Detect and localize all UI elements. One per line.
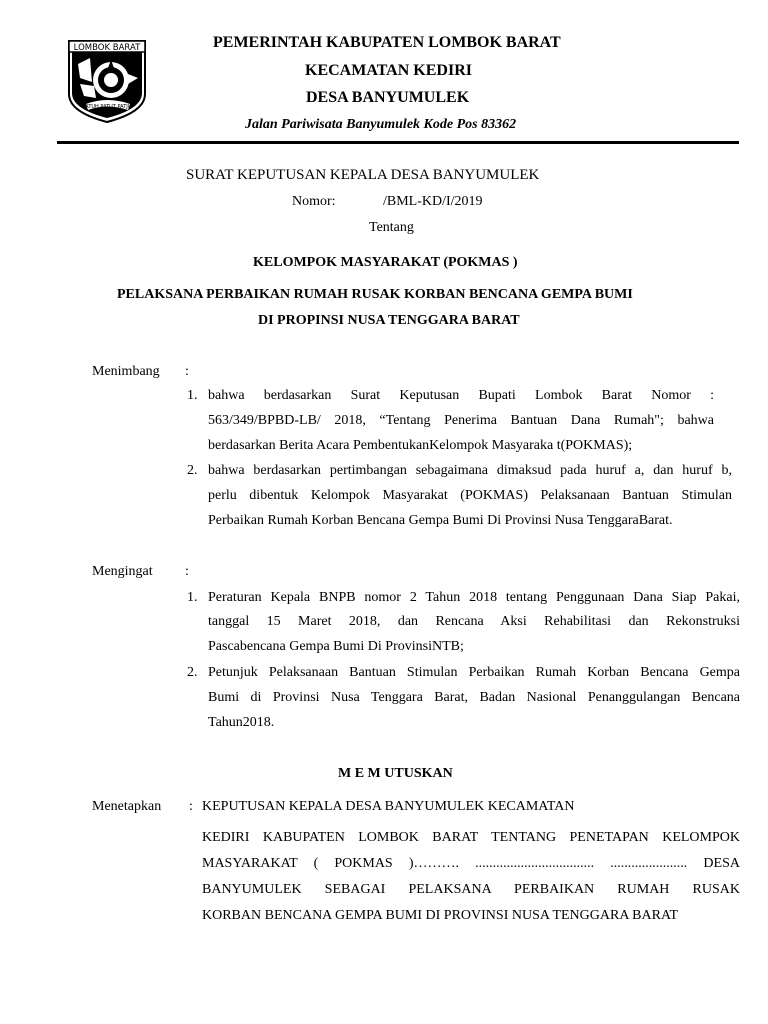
menetapkan-line4: KORBAN BENCANA GEMPA BUMI DI PROVINSI NUSA TENGGARA BARAT xyxy=(202,908,679,923)
mengingat-item1-line1: Peraturan Kepala BNPB nomor 2 Tahun 2018 tentang Penggunaan Dana Siap Pakai, xyxy=(208,590,740,605)
menimbang-item2-line1: bahwa berdasarkan pertimbangan sebagaimana dimaksud pada huruf a, dan huruf b, xyxy=(208,463,732,478)
memutuskan-heading: M E M UTUSKAN xyxy=(338,766,453,781)
mengingat-label: Mengingat xyxy=(92,564,153,579)
logo-bottom-text: PATUH PATUT PATJU xyxy=(82,104,132,110)
subject-line-3: DI PROPINSI NUSA TENGGARA BARAT xyxy=(258,313,520,328)
mengingat-item2-number: 2. xyxy=(187,665,198,680)
logo-top-text: LOMBOK BARAT xyxy=(73,43,141,53)
mengingat-item2-line2: Bumi di Provinsi Nusa Tenggara Barat, Badan Nasional Penanggulangan Bencana xyxy=(208,690,740,705)
regency-logo xyxy=(66,38,148,124)
letterhead-government: PEMERINTAH KABUPATEN LOMBOK BARAT xyxy=(213,34,561,51)
menimbang-item2-number: 2. xyxy=(187,463,198,478)
letterhead-rule xyxy=(57,141,739,144)
tentang-label: Tentang xyxy=(369,220,414,235)
letterhead-address: Jalan Pariwisata Banyumulek Kode Pos 83362 xyxy=(245,117,517,132)
subject-line-2: PELAKSANA PERBAIKAN RUMAH RUSAK KORBAN BENCANA GEMPA BUMI xyxy=(117,287,633,302)
menetapkan-line2: MASYARAKAT ( POKMAS )………. .................................. ...................... DESA xyxy=(202,856,740,871)
menimbang-item1-line2: 563/349/BPBD-LB/ 2018, “Tentang Penerima Bantuan Dana Rumah"; bahwa xyxy=(208,413,714,428)
menimbang-colon: : xyxy=(185,364,189,379)
nomor-label: Nomor: xyxy=(292,194,336,209)
nomor-value: /BML-KD/I/2019 xyxy=(383,194,483,209)
mengingat-colon: : xyxy=(185,564,189,579)
menetapkan-label: Menetapkan xyxy=(92,799,162,814)
menetapkan-first-line: KEPUTUSAN KEPALA DESA BANYUMULEK KECAMATAN xyxy=(202,799,575,814)
mengingat-item1-line2: tanggal 15 Maret 2018, dan Rencana Aksi Rehabilitasi dan Rekonstruksi xyxy=(208,614,740,629)
menimbang-item1-line1: bahwa berdasarkan Surat Keputusan Bupati Lombok Barat Nomor : xyxy=(208,388,714,403)
menetapkan-line1: KEDIRI KABUPATEN LOMBOK BARAT TENTANG PENETAPAN KELOMPOK xyxy=(202,830,740,845)
mengingat-item1-number: 1. xyxy=(187,590,198,605)
menetapkan-colon: : xyxy=(189,799,193,814)
decree-title: SURAT KEPUTUSAN KEPALA DESA BANYUMULEK xyxy=(186,167,540,183)
menimbang-item2-line3: Perbaikan Rumah Korban Bencana Gempa Bumi Di Provinsi Nusa TenggaraBarat. xyxy=(208,513,673,528)
menimbang-item1-number: 1. xyxy=(187,388,198,403)
mengingat-item2-line1: Petunjuk Pelaksanaan Bantuan Stimulan Perbaikan Rumah Korban Bencana Gempa xyxy=(208,665,740,680)
mengingat-item2-line3: Tahun2018. xyxy=(208,715,275,730)
letterhead-district: KECAMATAN KEDIRI xyxy=(305,62,472,79)
menimbang-item1-line3: berdasarkan Berita Acara PembentukanKelompok Masyaraka t(POKMAS); xyxy=(208,438,633,453)
menimbang-item2-line2: perlu dibentuk Kelompok Masyarakat (POKMAS) Pelaksanaan Bantuan Stimulan xyxy=(208,488,732,503)
letterhead-village: DESA BANYUMULEK xyxy=(306,89,470,106)
menetapkan-line3: BANYUMULEK SEBAGAI PELAKSANA PERBAIKAN RUMAH RUSAK xyxy=(202,882,740,897)
mengingat-item1-line3: Pascabencana Gempa Bumi Di ProvinsiNTB; xyxy=(208,639,464,654)
menimbang-label: Menimbang xyxy=(92,364,160,379)
subject-line-1: KELOMPOK MASYARAKAT (POKMAS ) xyxy=(253,255,518,270)
